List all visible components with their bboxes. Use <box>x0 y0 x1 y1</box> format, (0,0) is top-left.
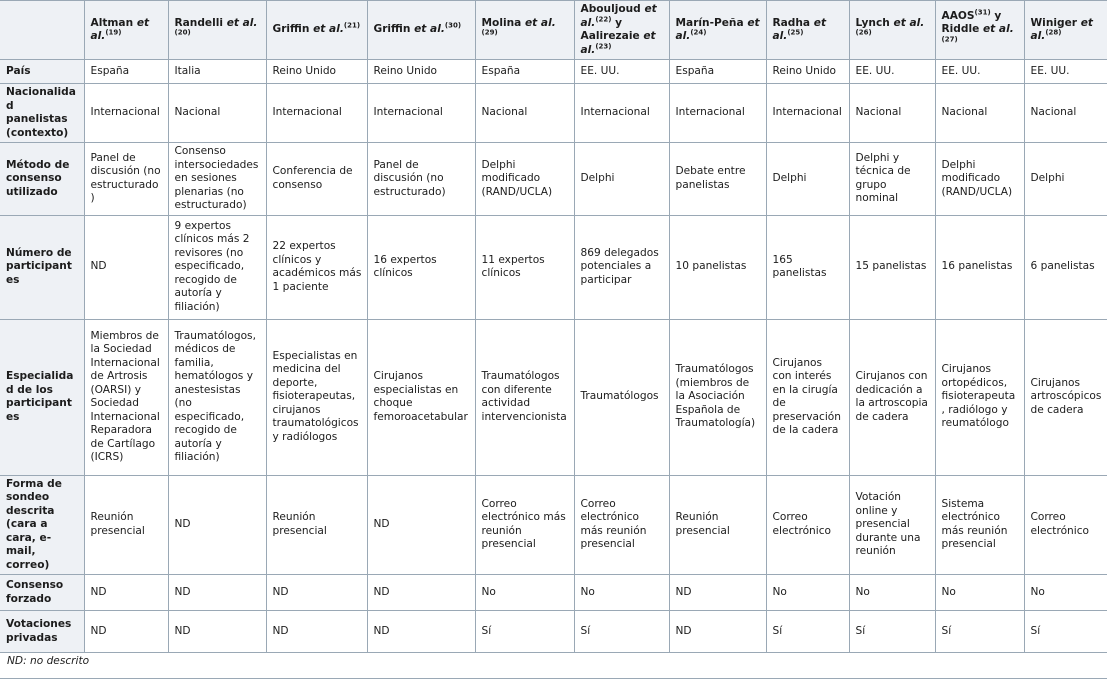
table-cell: 869 delegados potenciales a participar <box>574 215 669 319</box>
table-cell: Sí <box>849 611 935 653</box>
table-cell: 15 panelistas <box>849 215 935 319</box>
table-cell: ND <box>669 611 766 653</box>
table-cell: Panel de discusión (no estructurado) <box>367 143 475 216</box>
column-header: Radha et al.$^{(25)}$ <box>766 1 849 60</box>
header-corner-cell <box>0 1 84 60</box>
table-cell: Sí <box>475 611 574 653</box>
table-cell: Traumatólogos, médicos de familia, hematólogos y anestesistas (no especificado, recogido de autoría y filiación) <box>168 319 266 475</box>
table-cell: Delphi modificado (RAND/UCLA) <box>475 143 574 216</box>
table-cell: Cirujanos especialistas en choque femoroacetabular <box>367 319 475 475</box>
column-header: Griffin et al.$^{(21)}$ <box>266 1 367 60</box>
table-cell: Conferencia de consenso <box>266 143 367 216</box>
table-cell: Panel de discusión (no estructurado) <box>84 143 168 216</box>
table-cell: Reino Unido <box>367 60 475 84</box>
table-cell: ND <box>669 575 766 611</box>
column-header: AAOS$^{(31)}$ y Riddle et al.$^{(27)}$ <box>935 1 1024 60</box>
table-cell: Sí <box>1024 611 1107 653</box>
table-cell: EE. UU. <box>935 60 1024 84</box>
table-cell: Reunión presencial <box>669 475 766 575</box>
table-cell: Delphi y técnica de grupo nominal <box>849 143 935 216</box>
row-header: Consenso forzado <box>0 575 84 611</box>
table-cell: ND <box>367 611 475 653</box>
row-header: Número de participantes <box>0 215 84 319</box>
table-cell: Debate entre panelistas <box>669 143 766 216</box>
column-header: Lynch et al.$^{(26)}$ <box>849 1 935 60</box>
table-cell: ND <box>84 611 168 653</box>
table-cell: Traumatólogos <box>574 319 669 475</box>
table-cell: 16 panelistas <box>935 215 1024 319</box>
table-cell: Cirujanos artroscópicos de cadera <box>1024 319 1107 475</box>
table-cell: Delphi <box>1024 143 1107 216</box>
table-cell: ND <box>266 575 367 611</box>
table-cell: ND <box>84 215 168 319</box>
table-cell: 16 expertos clínicos <box>367 215 475 319</box>
table-cell: 11 expertos clínicos <box>475 215 574 319</box>
table-cell: ND <box>168 575 266 611</box>
column-header: Molina et al.$^{(29)}$ <box>475 1 574 60</box>
table-cell: No <box>574 575 669 611</box>
table-cell: Delphi <box>766 143 849 216</box>
table-cell: Internacional <box>766 84 849 143</box>
table-cell: Nacional <box>1024 84 1107 143</box>
column-header: Abouljoud et al.$^{(22)}$ y Aalirezaie et al.$^{(23)}$ <box>574 1 669 60</box>
table-cell: Cirujanos con dedicación a la artroscopia de cadera <box>849 319 935 475</box>
table-cell: ND <box>367 475 475 575</box>
table-cell: Correo electrónico más reunión presencial <box>574 475 669 575</box>
table-cell: Cirujanos ortopédicos, fisioterapeuta, radiólogo y reumatólogo <box>935 319 1024 475</box>
table-row <box>0 60 1107 84</box>
table-cell: Votación online y presencial durante una reunión <box>849 475 935 575</box>
table-cell: Traumatólogos (miembros de la Asociación Española de Traumatología) <box>669 319 766 475</box>
table-cell: No <box>1024 575 1107 611</box>
table-row <box>0 575 1107 611</box>
table-row <box>0 319 1107 475</box>
table-cell: Reino Unido <box>766 60 849 84</box>
table-cell: Correo electrónico más reunión presencial <box>475 475 574 575</box>
table-cell: Sí <box>574 611 669 653</box>
bottom-divider <box>0 678 1107 679</box>
table-row <box>0 215 1107 319</box>
table-row <box>0 84 1107 143</box>
column-header: Winiger et al.$^{(28)}$ <box>1024 1 1107 60</box>
column-header: Griffin et al.$^{(30)}$ <box>367 1 475 60</box>
table-row <box>0 611 1107 653</box>
table-cell: No <box>766 575 849 611</box>
row-header: Nacionalidad panelistas (contexto) <box>0 84 84 143</box>
table-cell: No <box>849 575 935 611</box>
table-footnote: ND: no descrito <box>7 655 90 667</box>
table-cell: ND <box>168 611 266 653</box>
table-cell: Especialistas en medicina del deporte, fisioterapeutas, cirujanos traumatológicos y radiólogos <box>266 319 367 475</box>
table-cell: Reino Unido <box>266 60 367 84</box>
table-cell: Nacional <box>935 84 1024 143</box>
table-cell: Internacional <box>266 84 367 143</box>
table-cell: Nacional <box>849 84 935 143</box>
table-cell: España <box>669 60 766 84</box>
table-body <box>0 1 1107 653</box>
table-cell: Reunión presencial <box>84 475 168 575</box>
table-cell: Internacional <box>84 84 168 143</box>
header-row <box>0 1 1107 60</box>
table-cell: Internacional <box>574 84 669 143</box>
table-cell: EE. UU. <box>574 60 669 84</box>
table-cell: Sí <box>935 611 1024 653</box>
table-cell: 22 expertos clínicos y académicos más 1 paciente <box>266 215 367 319</box>
table-cell: Delphi modificado (RAND/UCLA) <box>935 143 1024 216</box>
row-header: Forma de sondeo descrita (cara a cara, e-mail, correo) <box>0 475 84 575</box>
table-cell: Delphi <box>574 143 669 216</box>
row-header: Especialidad de los participantes <box>0 319 84 475</box>
table-cell: Italia <box>168 60 266 84</box>
table-cell: 10 panelistas <box>669 215 766 319</box>
table-cell: 165 panelistas <box>766 215 849 319</box>
table-cell: Nacional <box>168 84 266 143</box>
table-cell: ND <box>266 611 367 653</box>
table-cell: Internacional <box>669 84 766 143</box>
table-cell: EE. UU. <box>849 60 935 84</box>
table-cell: No <box>475 575 574 611</box>
table-cell: 6 panelistas <box>1024 215 1107 319</box>
row-header: Votaciones privadas <box>0 611 84 653</box>
table-cell: EE. UU. <box>1024 60 1107 84</box>
table-cell: Cirujanos con interés en la cirugía de preservación de la cadera <box>766 319 849 475</box>
table-cell: Nacional <box>475 84 574 143</box>
table-cell: Miembros de la Sociedad Internacional de Artrosis (OARSI) y Sociedad Internacional Reparadora de Cartílago (ICRS) <box>84 319 168 475</box>
table-cell: Reunión presencial <box>266 475 367 575</box>
column-header: Marín-Peña et al.$^{(24)}$ <box>669 1 766 60</box>
table-cell: No <box>935 575 1024 611</box>
row-header: Método de consenso utilizado <box>0 143 84 216</box>
table-cell: ND <box>168 475 266 575</box>
table-cell: ND <box>84 575 168 611</box>
table-cell: España <box>84 60 168 84</box>
table-cell: ND <box>367 575 475 611</box>
table-cell: 9 expertos clínicos más 2 revisores (no especificado, recogido de autoría y filiación) <box>168 215 266 319</box>
table-row <box>0 475 1107 575</box>
column-header: Randelli et al.$^{(20)}$ <box>168 1 266 60</box>
table-cell: Traumatólogos con diferente actividad intervencionista <box>475 319 574 475</box>
table-cell: Correo electrónico <box>1024 475 1107 575</box>
table-cell: España <box>475 60 574 84</box>
table-row <box>0 143 1107 216</box>
table-cell: Sistema electrónico más reunión presencial <box>935 475 1024 575</box>
column-header: Altman et al.$^{(19)}$ <box>84 1 168 60</box>
table-cell: Internacional <box>367 84 475 143</box>
table-cell: Consenso intersociedades en sesiones plenarias (no estructurado) <box>168 143 266 216</box>
table-cell: Correo electrónico <box>766 475 849 575</box>
row-header: País <box>0 60 84 84</box>
table-cell: Sí <box>766 611 849 653</box>
